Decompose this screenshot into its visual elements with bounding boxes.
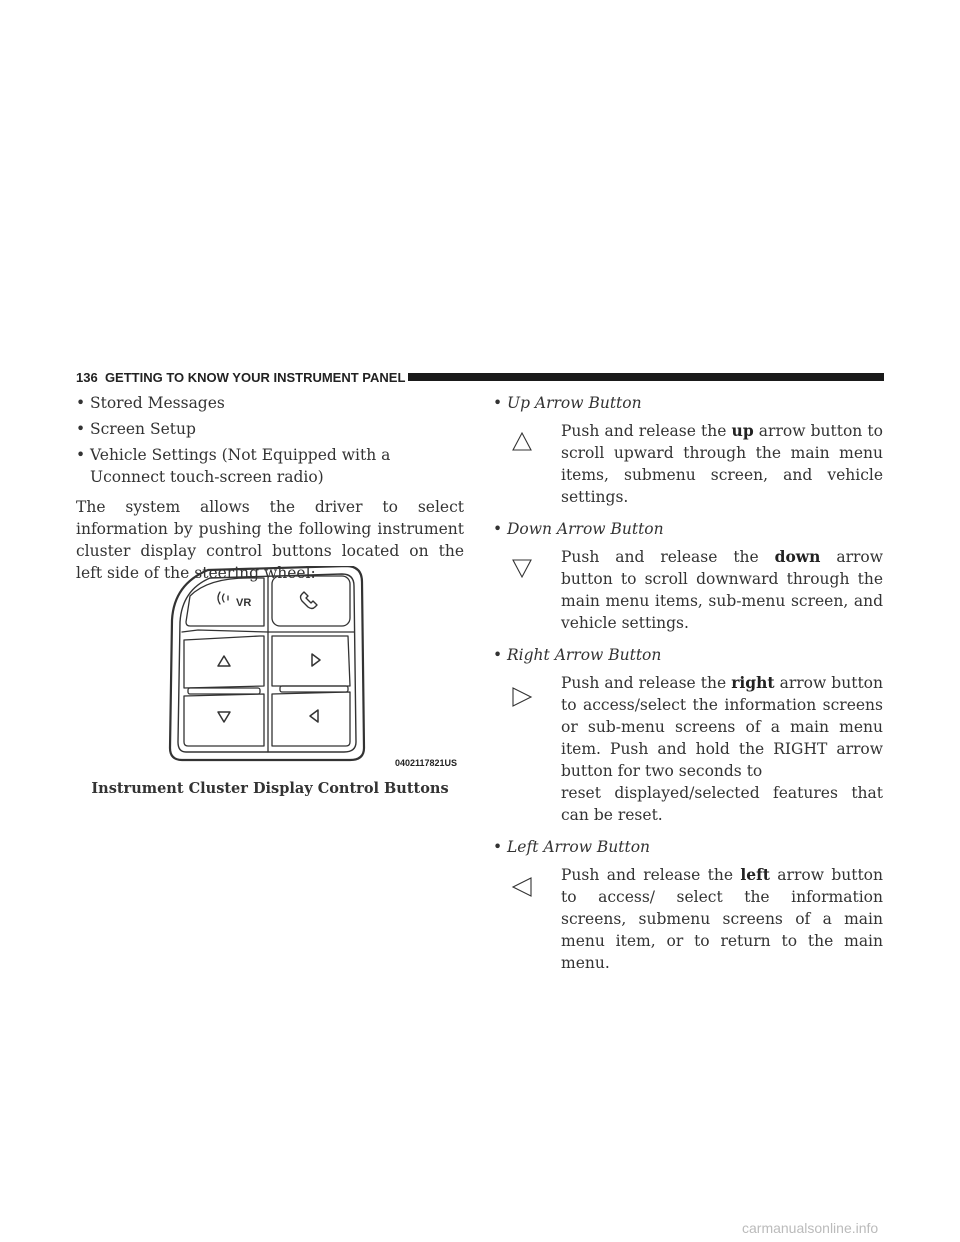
page-number: 136 — [76, 370, 98, 385]
description-continuation: reset displayed/selected features that can be reset. — [561, 784, 883, 824]
steering-wheel-buttons-illustration — [168, 566, 464, 766]
description-text: Push and release the right arrow button to access/select the information screens or sub-menu screens of a main menu item. Push and hold the RIGHT arrow button for two seconds to — [561, 673, 883, 780]
right-column — [493, 392, 883, 984]
bullet-icon: • — [493, 646, 503, 664]
button-description — [493, 420, 883, 508]
keyword: left — [740, 865, 770, 884]
bullet-icon: • — [76, 446, 86, 464]
list-item — [493, 836, 883, 858]
left-triangle-icon — [511, 876, 533, 898]
section-title: GETTING TO KNOW YOUR INSTRUMENT PANEL — [104, 370, 406, 385]
figure-code: 0402117821US — [395, 758, 458, 768]
button-description — [493, 864, 883, 974]
vr-label: VR — [236, 597, 252, 609]
bullet-icon: • — [493, 394, 503, 412]
intro-paragraph: The system allows the driver to select information by pushing the following instrument cluster display control buttons located on the left side of the steering wheel: — [76, 498, 464, 582]
right-triangle-icon — [511, 686, 533, 708]
item-title: Down Arrow Button — [507, 520, 664, 538]
bullet-text: Screen Setup — [90, 420, 196, 438]
description-text: Push and release the up arrow button to scroll upward through the main menu items, submenu screen, and vehicle settings. — [561, 421, 883, 506]
description-text: Push and release the down arrow button to scroll downward through the main menu items, sub-menu screen, and vehicle settings. — [561, 547, 883, 632]
item-title: Up Arrow Button — [507, 394, 642, 412]
button-description — [493, 672, 883, 826]
list-item — [493, 392, 883, 414]
footer-watermark[interactable]: carmanualsonline.info — [742, 1220, 879, 1236]
bullet-icon: • — [76, 394, 86, 412]
bullet-icon: • — [76, 420, 86, 438]
list-item — [493, 518, 883, 540]
description-text: Push and release the left arrow button to access/ select the information screens, submenu screens of a main menu item, or to return to the main menu. — [561, 865, 883, 972]
list-item — [493, 644, 883, 666]
bullet-text: Stored Messages — [90, 394, 225, 412]
item-title: Right Arrow Button — [507, 646, 662, 664]
bullet-text: Vehicle Settings (Not Equipped with a Uconnect touch-screen radio) — [90, 446, 391, 486]
header-text — [76, 370, 405, 386]
list-item — [76, 444, 464, 488]
list-item — [76, 418, 464, 440]
item-title: Left Arrow Button — [507, 838, 651, 856]
bullet-icon: • — [493, 838, 503, 856]
bullet-icon: • — [493, 520, 503, 538]
page-header — [76, 370, 884, 386]
down-triangle-icon — [511, 558, 533, 580]
keyword: down — [774, 547, 821, 566]
header-rule — [408, 373, 884, 381]
control-buttons-figure — [168, 566, 464, 766]
keyword: up — [731, 421, 754, 440]
left-column — [76, 392, 464, 584]
up-triangle-icon — [511, 430, 533, 452]
button-description — [493, 546, 883, 634]
figure-caption: Instrument Cluster Display Control Buttons — [91, 780, 449, 797]
list-item — [76, 392, 464, 414]
keyword: right — [731, 673, 775, 692]
